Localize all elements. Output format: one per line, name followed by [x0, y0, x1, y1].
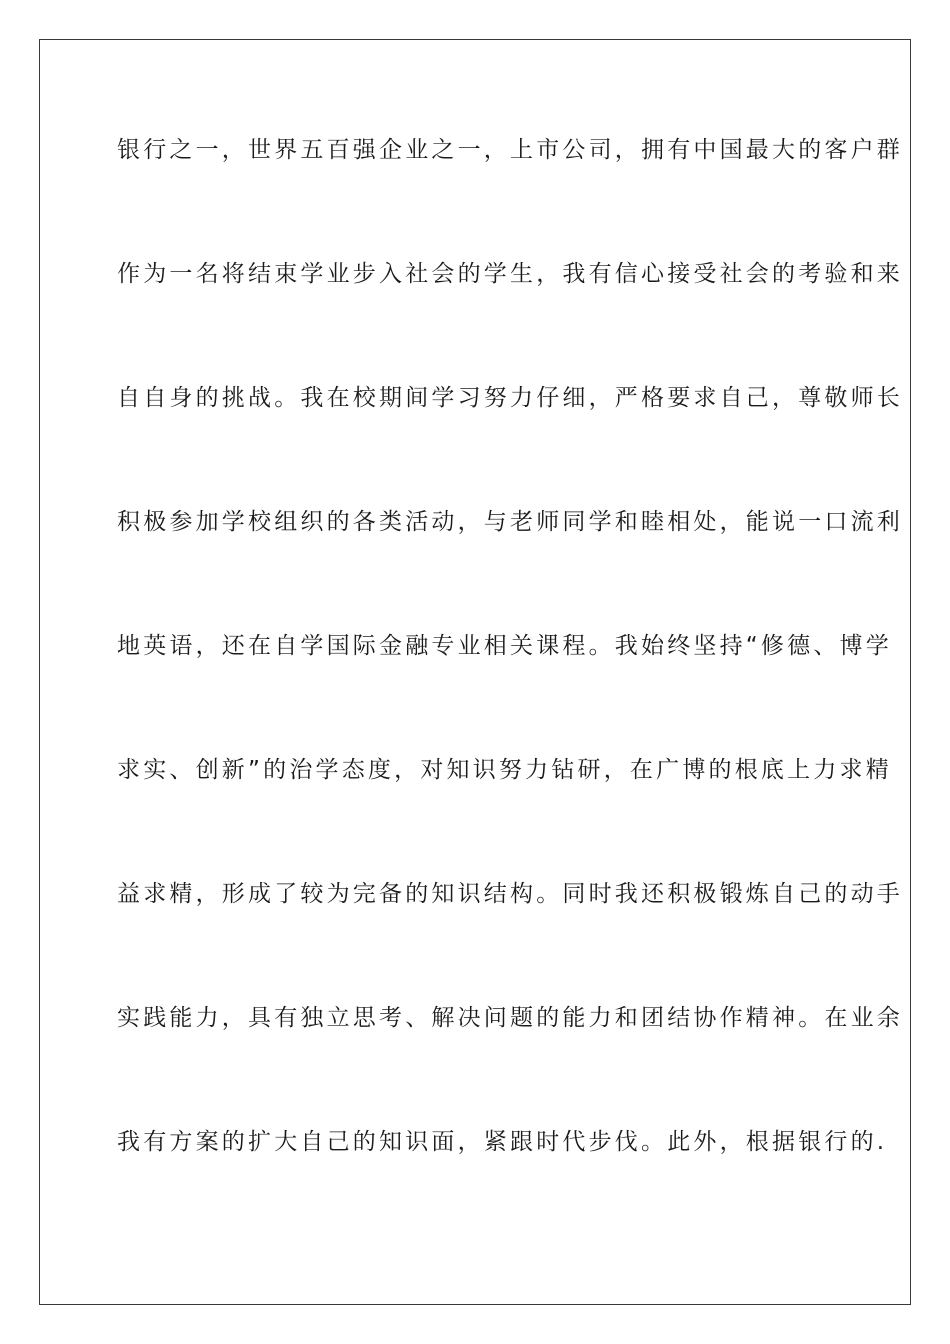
- text-line-6: 求实、创新”的治学态度，对知识努力钻研，在广博的根底上力求精: [117, 757, 892, 783]
- text-line-3: 自自身的挑战。我在校期间学习努力仔细，严格要求自己，尊敬师长: [117, 385, 903, 411]
- text-line-5: 地英语，还在自学国际金融专业相关课程。我始终坚持“修德、博学: [117, 633, 892, 659]
- document-body: [117, 130, 903, 1246]
- text-line-2: 作为一名将结束学业步入社会的学生，我有信心接受社会的考验和来: [117, 261, 903, 287]
- text-line-1: 银行之一，世界五百强企业之一，上市公司，拥有中国最大的客户群: [117, 137, 903, 163]
- text-line-9: 我有方案的扩大自己的知识面，紧跟时代步伐。此外，根据银行的.: [117, 1129, 888, 1155]
- text-line-8: 实践能力，具有独立思考、解决问题的能力和团结协作精神。在业余: [117, 1005, 903, 1031]
- text-line-7: 益求精，形成了较为完备的知识结构。同时我还积极锻炼自己的动手: [117, 881, 903, 907]
- text-line-4: 积极参加学校组织的各类活动，与老师同学和睦相处，能说一口流利: [117, 509, 903, 535]
